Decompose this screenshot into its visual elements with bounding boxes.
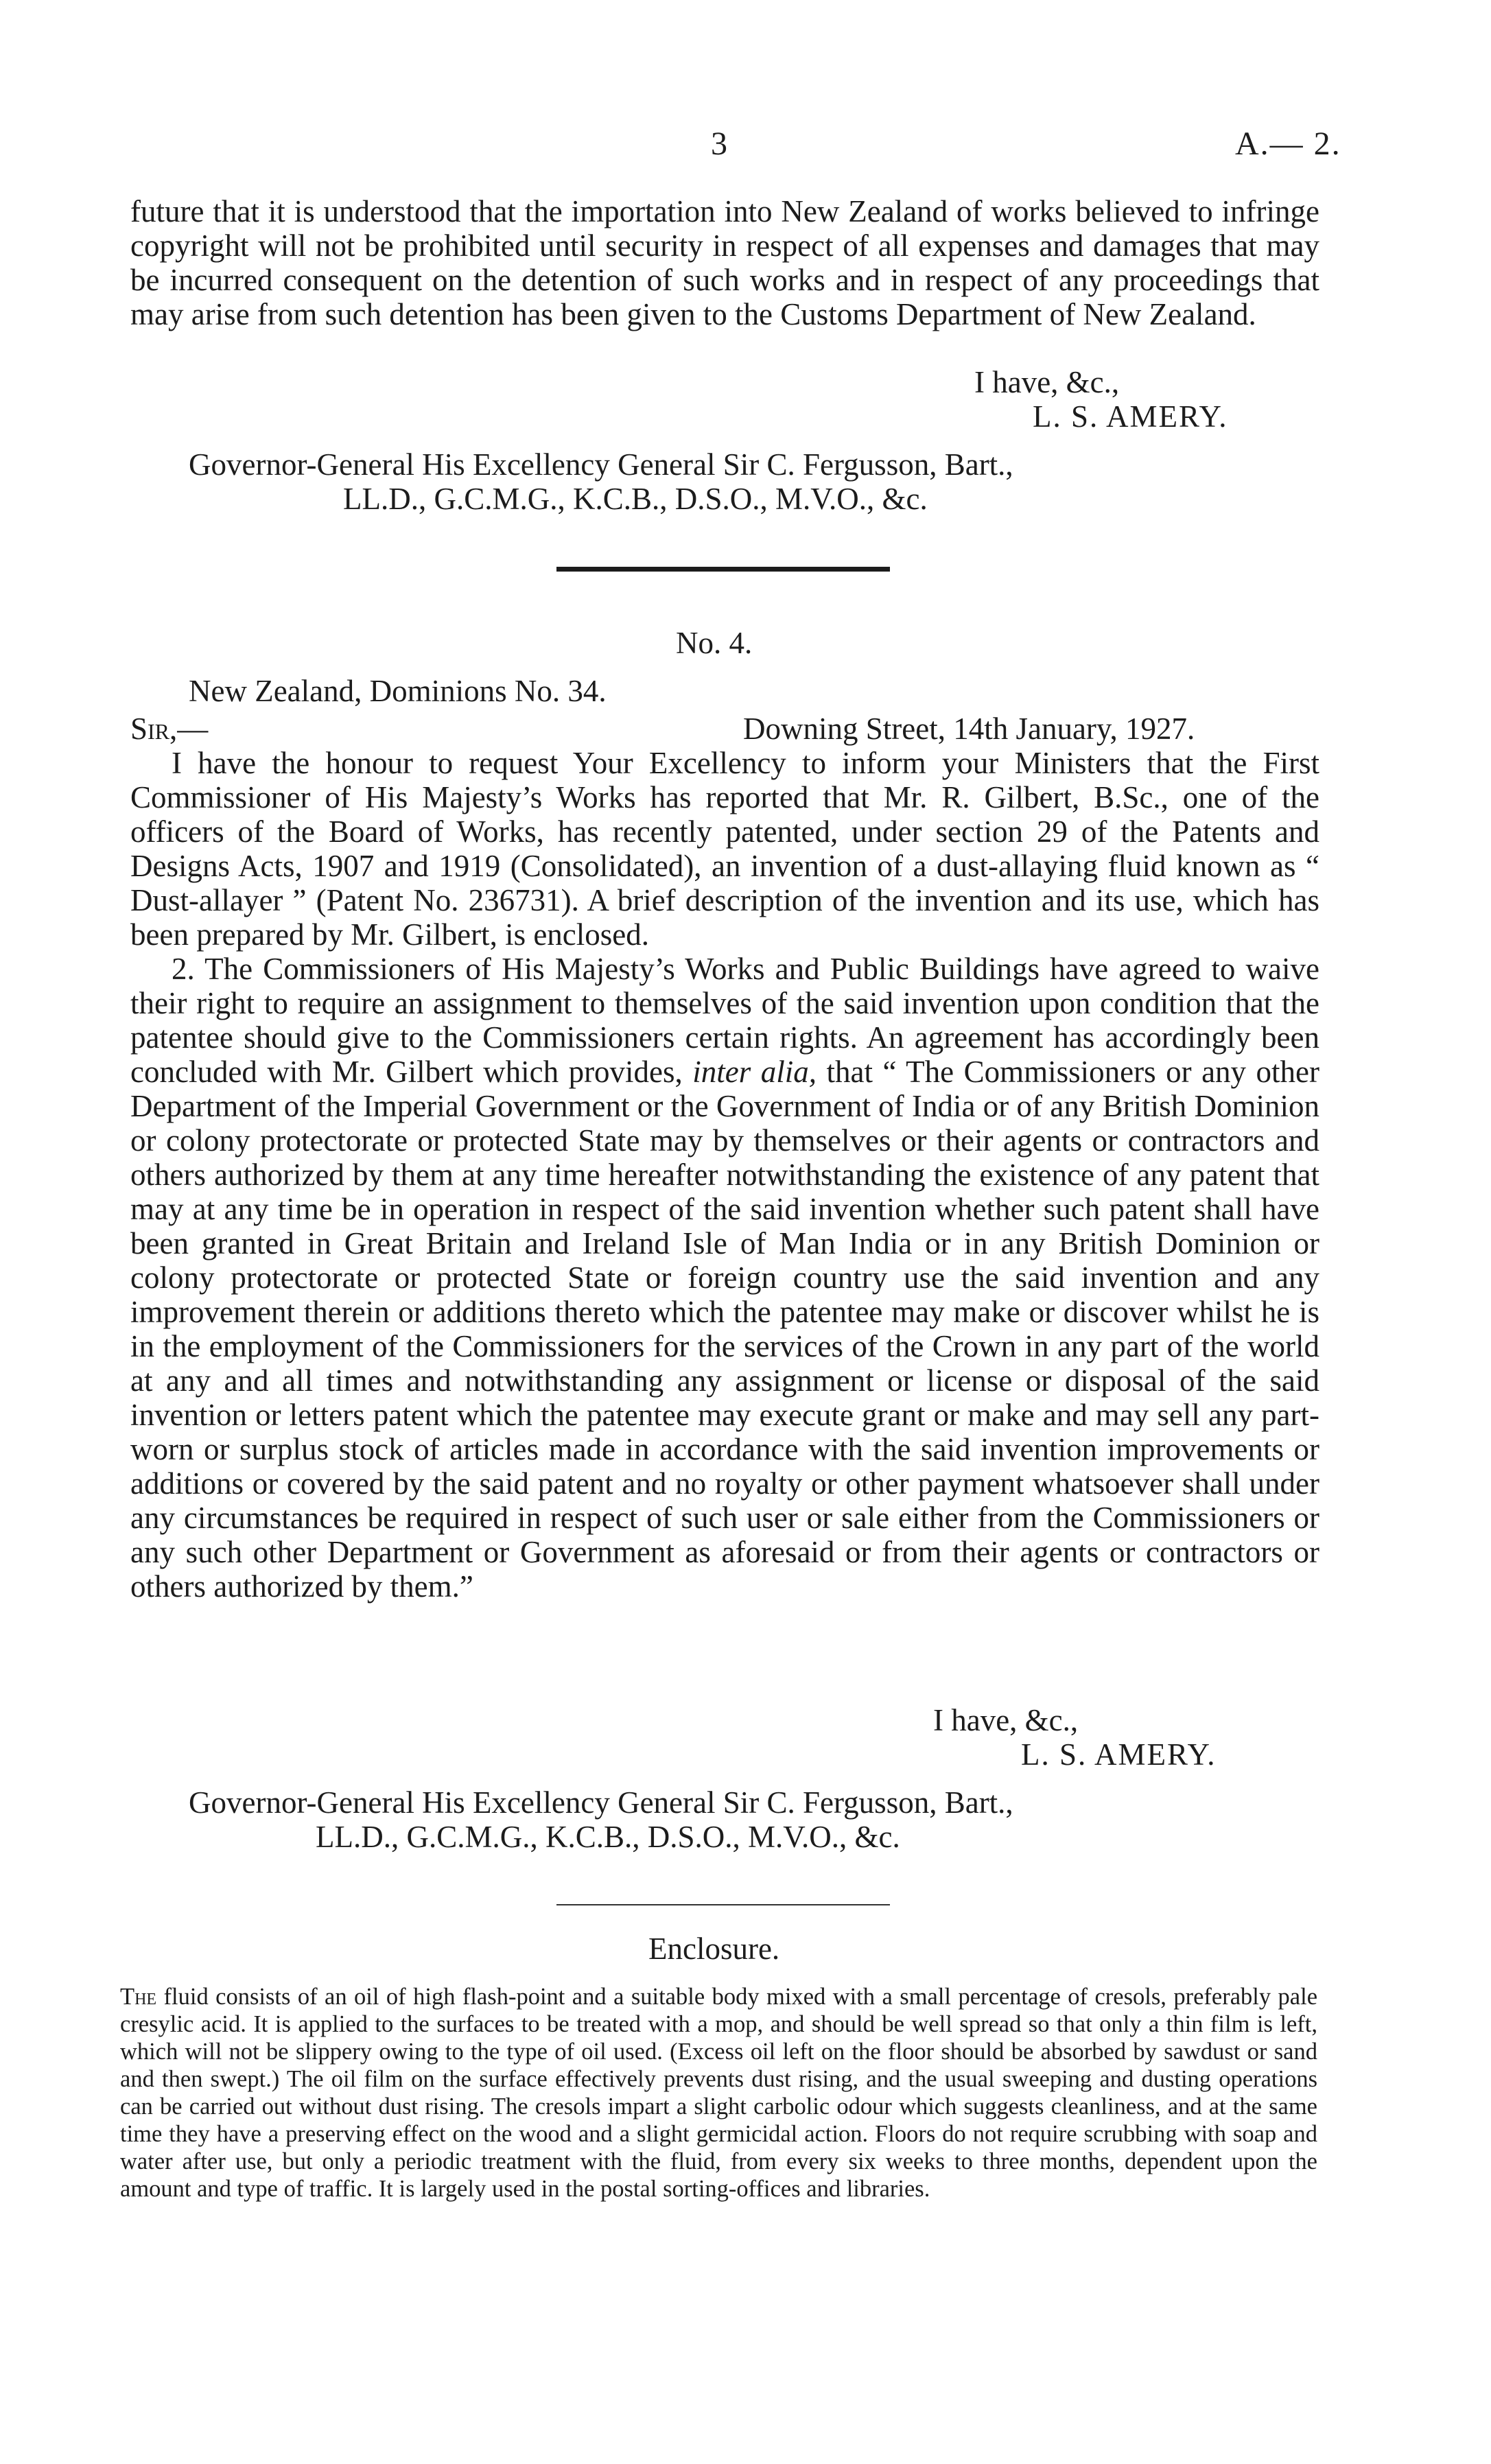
document-reference: A.— 2.: [1235, 126, 1341, 162]
letter-closing: I have, &c.,: [933, 1703, 1079, 1737]
enclosure-body: [120, 1983, 1317, 2203]
place-and-date: Downing Street, 14th January, 1927.: [743, 712, 1195, 746]
letter-signatory: L. S. AMERY.: [1021, 1737, 1217, 1772]
paragraph-2-quote: that “ The Commissioners or any other Department of the Imperial Government or the Government of India or of any British Dominion or colony protectorate or protected State may by themselves or their agents or contractors and others authorized by them at any time hereafter notwithstanding the existence of any patent that may at any time be in operation in respect of the said invention whether such patent shall have been granted in Great Britain and Ireland Isle of Man India or in any British Dominion or colony protectorate or protected State or foreign country use the said invention and any improvement therein or additions thereto which the patentee may make or discover whilst he is in the employment of the Commissioners for the services of the Crown in any part of the world at any and all times and notwithstanding any assignment or license or disposal of the said invention or letters patent which the patentee may execute grant or make and may sell any part-worn or surplus stock of articles made in accordance with the said invention improvements or additions or covered by the said patent and no royalty or other payment whatsoever shall under any circumstances be required in respect of such user or sale either from the Commissioners or any such other Department or Government as aforesaid or from their agents or contractors or others authorized by them.”: [130, 1055, 1320, 1604]
previous-letter-addressee-line2: LL.D., G.C.M.G., K.C.B., D.S.O., M.V.O., &c.: [343, 482, 928, 516]
enclosure-heading: Enclosure.: [648, 1932, 780, 1966]
section-divider-thick: [556, 567, 890, 572]
letter-addressee-line2: LL.D., G.C.M.G., K.C.B., D.S.O., M.V.O., &c.: [316, 1820, 900, 1854]
paragraph-2-latin-phrase: inter alia,: [692, 1055, 817, 1089]
continuation-paragraph: future that it is understood that the importation into New Zealand of works believed to infringe copyright will not be prohibited until security in respect of all expenses and damages that may be incurred consequent on the detention of such works and in respect of any proceedings that may arise from such detention has been given to the Customs Department of New Zealand.: [130, 194, 1319, 331]
letter-number-heading: No. 4.: [676, 626, 753, 660]
previous-letter-body: [130, 194, 1319, 331]
paragraph-2-start: 2. The Commissioners of His Majesty’s Works and Public Buildings have agreed to waive their right to require an assignment to themselves of the said invention upon condition that the patentee should give to the Commissioners certain rights. An agreement has accordingly been concluded with Mr. Gilbert which provides,: [130, 952, 1319, 1089]
enclosure-text: fluid consists of an oil of high flash-point and a suitable body mixed with a small percentage of cresols, preferably pale cresylic acid. It is applied to the surfaces to be treated with a mop, and should be well spread so that only a thin film is left, which will not be slippery owing to the type of oil used. (Excess oil left on the floor should be absorbed by sawdust or sand and then swept.) The oil film on the surface effectively prevents dust rising, and the usual sweeping and dusting operations can be carried out without dust rising. The cresols impart a slight carbolic odour which suggests cleanliness, and at the same time they have a preserving effect on the wood and a slight germicidal action. Floors do not require scrubbing with soap and water after use, but only a periodic treatment with the fluid, from every six weeks to three months, dependent upon the amount and type of traffic. It is largely used in the postal sorting-offices and libraries.: [120, 1984, 1318, 2202]
enclosure-lead-word: The: [120, 1984, 157, 2010]
previous-letter-signatory: L. S. AMERY.: [1033, 399, 1228, 434]
section-divider-thin: [556, 1904, 890, 1905]
previous-letter-closing: I have, &c.,: [974, 365, 1120, 399]
salutation: Sir,—: [130, 712, 209, 746]
letter-addressee-line1: Governor-General His Excellency General Sir C. Fergusson, Bart.,: [189, 1785, 1013, 1820]
page-number: 3: [711, 126, 727, 162]
dominion-reference: New Zealand, Dominions No. 34.: [189, 674, 607, 708]
previous-letter-addressee-line1: Governor-General His Excellency General Sir C. Fergusson, Bart.,: [189, 447, 1013, 482]
paragraph-1: I have the honour to request Your Excellency to inform your Ministers that the First Commissioner of His Majesty’s Works has reported that Mr. R. Gilbert, B.Sc., one of the officers of the Board of Works, has recently patented, under section 29 of the Patents and Designs Acts, 1907 and 1919 (Consolidated), an invention of a dust-allaying fluid known as “ Dust-allayer ” (Patent No. 236731). A brief description of the invention and its use, which has been prepared by Mr. Gilbert, is enclosed.: [130, 746, 1319, 952]
letter-body: [130, 746, 1319, 1604]
paragraph-2: [130, 952, 1319, 1604]
